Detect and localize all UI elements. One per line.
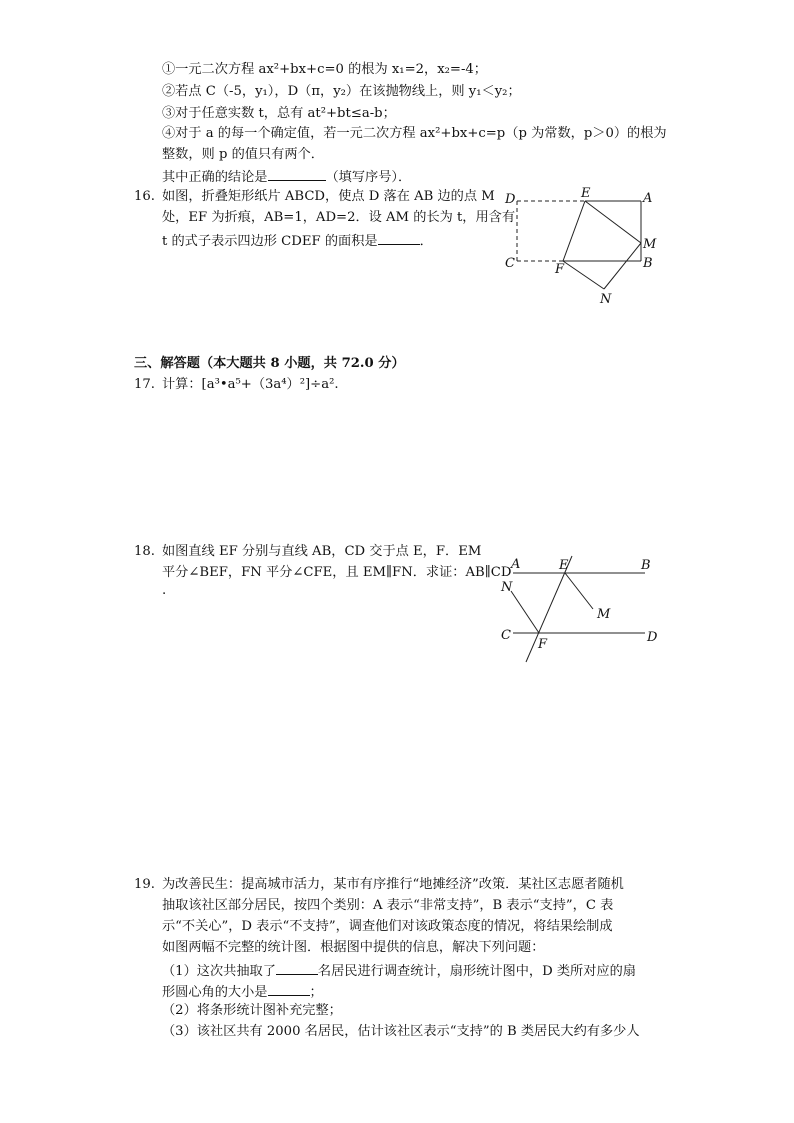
- q16-label-d: D: [505, 192, 516, 207]
- q16-line-1: 如图，折叠矩形纸片 ABCD，使点 D 落在 AB 边的点 M: [162, 189, 495, 204]
- q16-number: 16.: [134, 189, 155, 204]
- q18-line-3: .: [162, 583, 167, 598]
- q18-label-f: F: [538, 637, 548, 652]
- q19-blank-total: [276, 962, 318, 975]
- q19-part-1b: 形圆心角的大小是 ；: [162, 985, 323, 1000]
- q18-label-a: A: [511, 557, 521, 572]
- q15-statement-4a: ④对于 a 的每一个确定值，若一元二次方程 ax²+bx+c=p（p 为常数，p＞0）的根为: [162, 126, 667, 141]
- q18-label-d: D: [647, 630, 658, 645]
- q19-line-4: 如图两幅不完整的统计图．根据图中提供的信息，解决下列问题：: [162, 940, 545, 955]
- q15-statement-2: ②若点 C（-5，y₁），D（π，y₂）在该抛物线上，则 y₁＜y₂；: [162, 84, 521, 99]
- q18-label-c: C: [501, 628, 511, 643]
- q19-line-3: 示“不关心”，D 表示“不支持”，调查他们对该政策态度的情况，将结果绘制成: [162, 919, 613, 934]
- q15-statement-1: ①一元二次方程 ax²+bx+c=0 的根为 x₁=2，x₂=-4；: [162, 62, 487, 77]
- q15-statement-4b: 整数，则 p 的值只有两个．: [162, 147, 324, 162]
- q18-ray-fn: [511, 591, 539, 633]
- q18-line-1: 如图直线 EF 分别与直线 AB，CD 交于点 E，F．EM: [162, 544, 482, 559]
- section-3-heading: 三、解答题（本大题共 8 小题，共 72.0 分）: [134, 356, 405, 371]
- q18-label-m: M: [597, 607, 611, 622]
- q15-statement-3: ③对于任意实数 t，总有 at²+bt≤a-b；: [162, 106, 396, 121]
- q16-figure: [500, 185, 670, 310]
- q16-label-e: E: [581, 186, 591, 201]
- q19-number: 19.: [134, 877, 155, 892]
- q18-figure: [495, 555, 670, 670]
- q16-label-m: M: [643, 237, 657, 252]
- q18-ray-em: [565, 573, 593, 609]
- q17-text: 计算：[a³•a⁵+（3a⁴）²]÷a².: [162, 377, 339, 392]
- q18-label-b: B: [641, 558, 651, 573]
- q16-label-a: A: [643, 191, 653, 206]
- q19-line-2: 抽取该社区部分居民，按四个类别：A 表示“非常支持”，B 表示“支持”，C 表: [162, 898, 614, 913]
- q16-line-3: t 的式子表示四边形 CDEF 的面积是 ．: [162, 234, 433, 249]
- q18-label-e: E: [559, 558, 569, 573]
- q19-part-1: （1）这次共抽取了 名居民进行调查统计，扇形统计图中，D 类所对应的扇: [162, 964, 636, 979]
- q16-edge-em: [585, 201, 641, 243]
- q19-line-1: 为改善民生：提高城市活力，某市有序推行“地摊经济”改策．某社区志愿者随机: [162, 877, 624, 892]
- q16-label-f: F: [555, 262, 565, 277]
- q16-edge-fn: [563, 261, 604, 289]
- q19-blank-angle: [268, 983, 310, 996]
- q18-label-n: N: [501, 580, 513, 595]
- q17-number: 17.: [134, 377, 155, 392]
- q16-label-b: B: [643, 256, 653, 271]
- q16-line-2: 处，EF 为折痕，AB=1，AD=2．设 AM 的长为 t，用含有: [162, 210, 516, 225]
- q19-part-3: （3）该社区共有 2000 名居民，估计该社区表示“支持”的 B 类居民大约有多少人: [162, 1024, 640, 1039]
- q16-label-n: N: [600, 292, 612, 307]
- q16-label-c: C: [505, 256, 515, 271]
- q16-answer-blank: [378, 232, 420, 245]
- q15-conclusion: 其中正确的结论是 （填写序号）．: [162, 170, 412, 185]
- q18-number: 18.: [134, 544, 155, 559]
- q19-part-2: （2）将条形统计图补充完整；: [162, 1003, 342, 1018]
- q18-line-2: 平分∠BEF，FN 平分∠CFE，且 EM∥FN．求证：AB∥CD: [162, 565, 512, 580]
- q16-crease-ef: [563, 201, 585, 261]
- q16-edge-mn: [604, 243, 641, 289]
- q15-answer-blank: [268, 168, 326, 181]
